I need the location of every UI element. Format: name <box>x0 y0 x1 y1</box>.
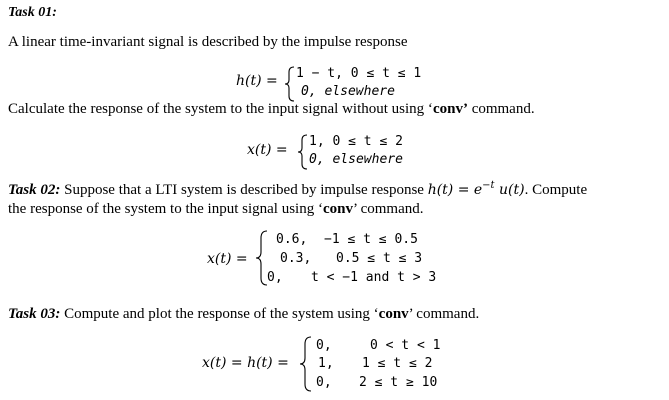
task3-row3-cond: 2 ≤ t ≥ 10 <box>359 375 438 390</box>
task1-calc-line <box>8 101 535 118</box>
task2-h-rest: u(t) <box>494 182 525 198</box>
task2-row3-cond: t < −1 and t > 3 <box>311 270 437 285</box>
task2-h-exp: −t <box>482 180 495 191</box>
task2-line1-end: . Compute <box>524 182 588 198</box>
task3-row3-val: 0, <box>316 375 332 390</box>
task3-line <box>8 306 479 323</box>
task2-row1-cond: −1 ≤ t ≤ 0.5 <box>324 232 418 247</box>
task1-calc-text: Calculate the response of the system to the input signal without using ‘ <box>8 101 433 117</box>
task2-h-expr: h(t) = e <box>427 182 483 198</box>
task2-row2-val: 0.3, <box>280 251 312 266</box>
task3-row2-val: 1, <box>318 356 334 371</box>
task3-line-end: ’ command. <box>408 306 480 322</box>
task1-h-case1: 1 − t, 0 ≤ t ≤ 1 <box>296 66 422 81</box>
task1-calc-end: command. <box>467 101 535 117</box>
task3-line-text: Compute and plot the response of the system using ‘ <box>60 306 379 322</box>
task3-row1-cond: 0 < t < 1 <box>370 338 441 353</box>
task2-line1-text: Suppose that a LTI system is described by impulse response <box>60 182 428 198</box>
task1-h-case2: 0, elsewhere <box>301 84 395 99</box>
task3-cmd: conv <box>378 306 409 322</box>
task2-line2 <box>8 201 424 218</box>
task2-cmd: conv <box>322 201 353 217</box>
task3-row1-val: 0, <box>316 338 332 353</box>
task3-lhs: x(t) = h(t) = <box>202 355 289 371</box>
task3-brace <box>299 336 313 392</box>
task3-row2-cond: 1 ≤ t ≤ 2 <box>362 356 433 371</box>
task1-x-case2: 0, elsewhere <box>309 152 403 167</box>
task1-title: Task 01: <box>8 5 57 20</box>
task1-x-brace <box>297 134 309 170</box>
task2-row1-val: 0.6, <box>276 232 308 247</box>
task1-h-brace <box>284 66 296 102</box>
task1-x-lhs: x(t) = <box>247 142 288 158</box>
task1-calc-cmd: conv’ <box>432 101 468 117</box>
task2-line1 <box>8 180 587 199</box>
task2-x-lhs: x(t) = <box>207 251 248 267</box>
task2-line2-text: the response of the system to the input signal using ‘ <box>8 201 323 217</box>
task2-row2-cond: 0.5 ≤ t ≤ 3 <box>336 251 423 266</box>
task1-h-lhs: h(t) = <box>236 73 278 89</box>
task2-title: Task 02: <box>8 182 61 198</box>
task3-title: Task 03: <box>8 306 61 322</box>
task1-x-case1: 1, 0 ≤ t ≤ 2 <box>309 134 403 149</box>
task2-row3-val: 0, <box>267 270 283 285</box>
task2-line2-end: ’ command. <box>352 201 424 217</box>
task1-intro: A linear time-invariant signal is described by the impulse response <box>8 34 408 50</box>
